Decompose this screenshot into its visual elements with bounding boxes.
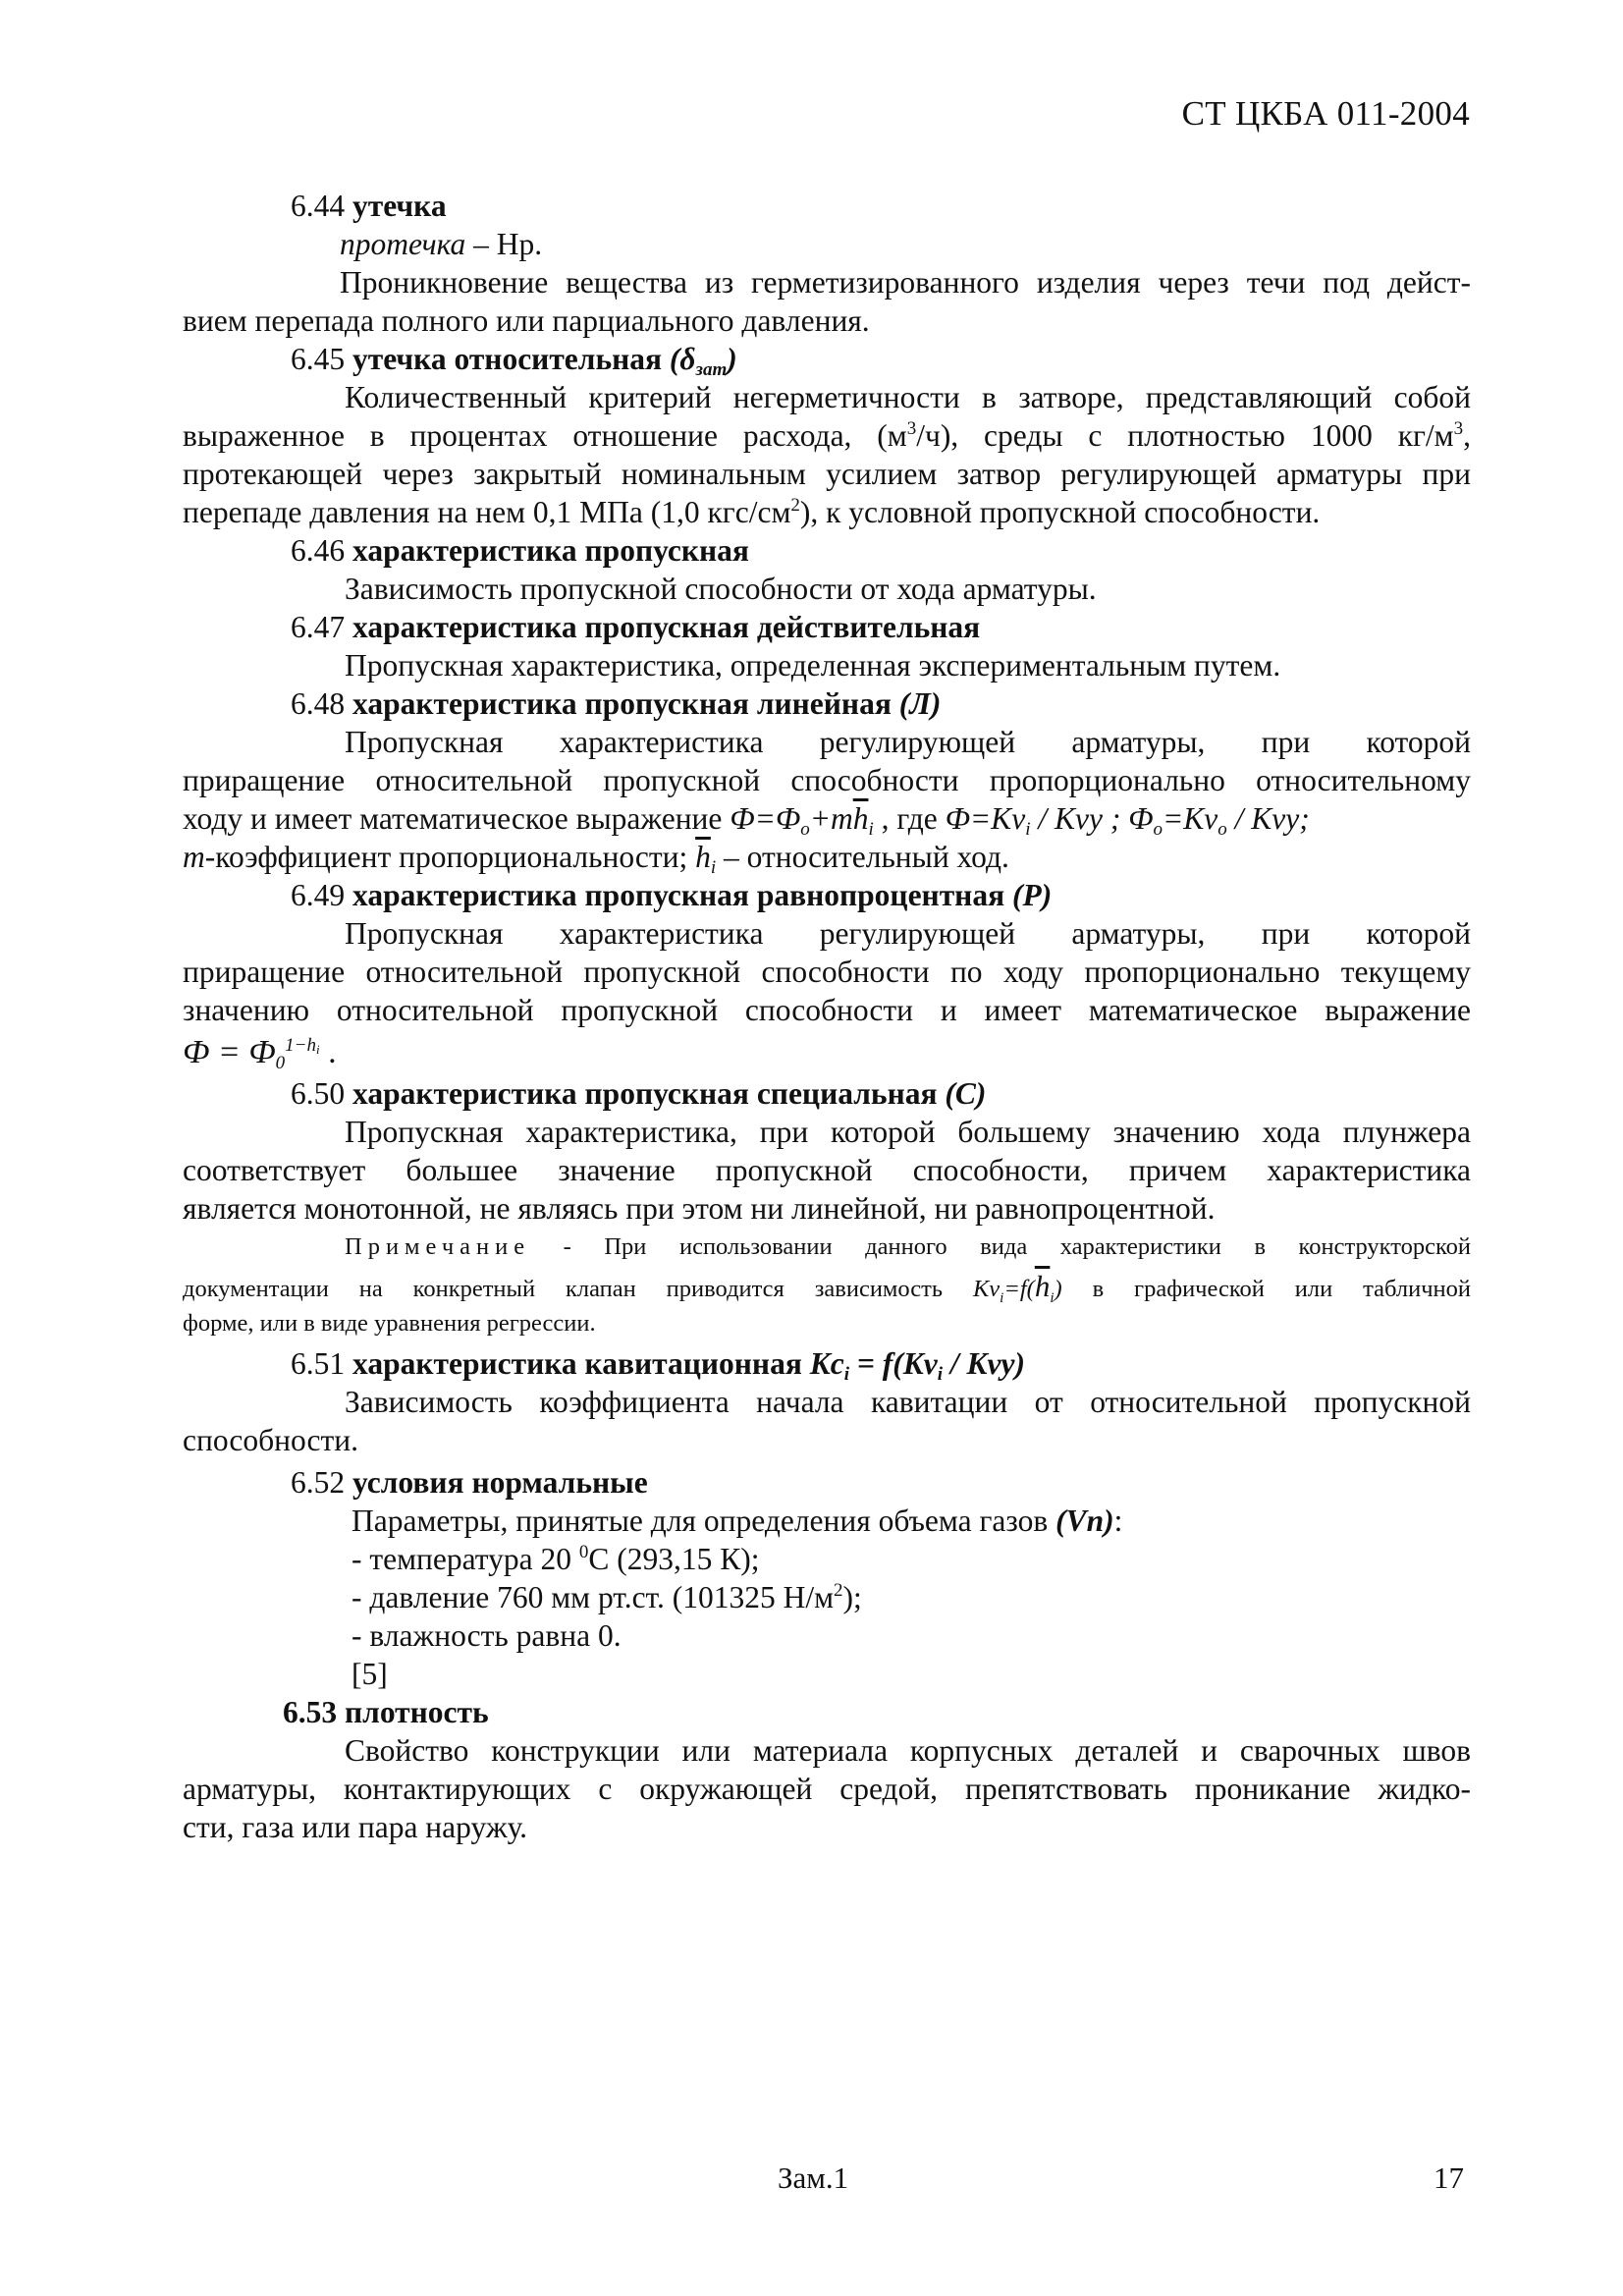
section-6-45-def: Количественный критерий негерметичности в затворе, представляющий собой (345, 380, 1471, 414)
section-6-48-def-4: m-коэффициент пропорциональности; $\overline{h}_i$ – относительный ход. (183, 840, 1009, 878)
section-6-52-heading: 6.52 условия нормальные (291, 1465, 648, 1500)
change-mark: Зам.1 (778, 2160, 849, 2195)
section-6-45-heading: 6.45 утечка относительная $(\delta_{зат})$ (291, 342, 737, 380)
page-number: 17 (1434, 2160, 1464, 2195)
section-6-48-def-2: приращение относительной пропускной способности пропорционально относительному (183, 763, 1471, 797)
equal-percentage-formula: $Ф = Ф_0^{1-h_i}$ . (183, 1034, 337, 1073)
section-6-49-def-3: значению относительной пропускной способности и имеет математическое выражение (183, 993, 1471, 1027)
section-6-44-def-cont: вием перепада полного или парциального давления. (183, 303, 870, 338)
section-6-51-def-2: способности. (183, 1423, 359, 1457)
section-6-52-item-humidity: - влажность равна 0. (352, 1618, 622, 1653)
section-6-47-def: Пропускная характеристика, определенная экспериментальным путем. (345, 648, 1281, 683)
section-6-51-heading: 6.51 характеристика кавитационная $Kc_i = f(Kv_i / Kvy)$ (291, 1346, 1025, 1385)
linear-formula: $Ф=Ф_o+m\overline{h}_i$ (730, 801, 874, 840)
section-6-52-item-temperature: - температура 20 $^0$С (293,15 К); (352, 1542, 760, 1576)
cavitation-formula: $Kc_i = f(Kv_i / Kvy)$ (809, 1346, 1025, 1385)
section-6-53-def: Свойство конструкции или материала корпусных деталей и сварочных швов (345, 1733, 1471, 1768)
section-6-49-heading: 6.49 характеристика пропускная равнопроцентная (Р) (291, 878, 1053, 912)
section-6-49-def-2: приращение относительной пропускной способности по ходу пропорционально текущему (183, 955, 1471, 989)
section-6-49-def: Пропускная характеристика регулирующей арматуры, при которой (345, 916, 1471, 951)
section-6-46-heading: 6.46 характеристика пропускная (291, 533, 749, 568)
section-6-45-def-2: выраженное в процентах отношение расхода, $(м^3/ч)$, среды с плотностью 1000 $кг/м^3$, (183, 418, 1471, 453)
document-code: СТ ЦКБА 011-2004 (1181, 94, 1470, 133)
section-6-52-def: Параметры, принятые для определения объема газов (Vn): (352, 1503, 1123, 1538)
section-6-50-note-3: форме, или в виде уравнения регрессии. (183, 1310, 596, 1337)
section-6-52-item-pressure: - давление 760 мм рт.ст. (101325 $Н/м^2$); (352, 1580, 862, 1614)
section-6-50-def-2: соответствует большее значение пропускной способности, причем характеристика (183, 1153, 1471, 1187)
document-body (183, 187, 1471, 1846)
section-6-48-formula-line: ходу и имеет математическое выражение $Ф=Ф_o+m\overline{h}_i$ , где $Ф=Kv_i$ / Kvy ; $Ф_o=Kv_o$ / Kvy; (183, 801, 1310, 840)
section-6-44-alt-term: протечка – Нр. (340, 227, 543, 261)
section-6-45-def-3: протекающей через закрытый номинальным усилием затвор регулирующей арматуры при (183, 457, 1471, 491)
section-6-50-note-2: документации на конкретный клапан приводится зависимость $Kv_i=f(\overline{h}_i)$ в графической или табличной (183, 1269, 1471, 1306)
section-6-53-def-2: арматуры, контактирующих с окружающей средой, препятствовать проникание жидко- (183, 1772, 1471, 1806)
section-6-50-heading: 6.50 характеристика пропускная специальная (С) (291, 1076, 987, 1111)
section-6-45-def-4: перепаде давления на нем 0,1 МПа (1,0 кгс/$см^2$), к условной пропускной способности. (183, 495, 1321, 529)
section-6-53-heading: 6.53 плотность (283, 1695, 489, 1729)
section-6-48-heading: 6.48 характеристика пропускная линейная (Л) (291, 686, 942, 721)
section-6-44-heading: 6.44 утечка (291, 189, 447, 223)
section-6-50-def-3: является монотонной, не являясь при этом ни линейной, ни равнопроцентной. (183, 1191, 1216, 1226)
section-6-44-def: Проникновение вещества из герметизированного изделия через течи под дейст- (340, 265, 1471, 300)
section-6-50-note: Примечание - При использовании данного вида характеристики в конструкторской (345, 1233, 1471, 1260)
section-6-46-def: Зависимость пропускной способности от хода арматуры. (345, 572, 1097, 606)
section-6-52-reference: [5] (352, 1657, 388, 1691)
section-6-50-def: Пропускная характеристика, при которой большему значению хода плунжера (345, 1115, 1471, 1149)
section-6-51-def: Зависимость коэффициента начала кавитации от относительной пропускной (345, 1385, 1471, 1419)
section-6-53-def-3: сти, газа или пара наружу. (183, 1810, 528, 1844)
ratio-formula: $Ф=Kv_i$ / Kvy ; $Ф_o=Kv_o$ / Kvy; (945, 801, 1310, 840)
section-6-48-def: Пропускная характеристика регулирующей арматуры, при которой (345, 725, 1471, 759)
section-6-47-heading: 6.47 характеристика пропускная действительная (291, 610, 981, 644)
